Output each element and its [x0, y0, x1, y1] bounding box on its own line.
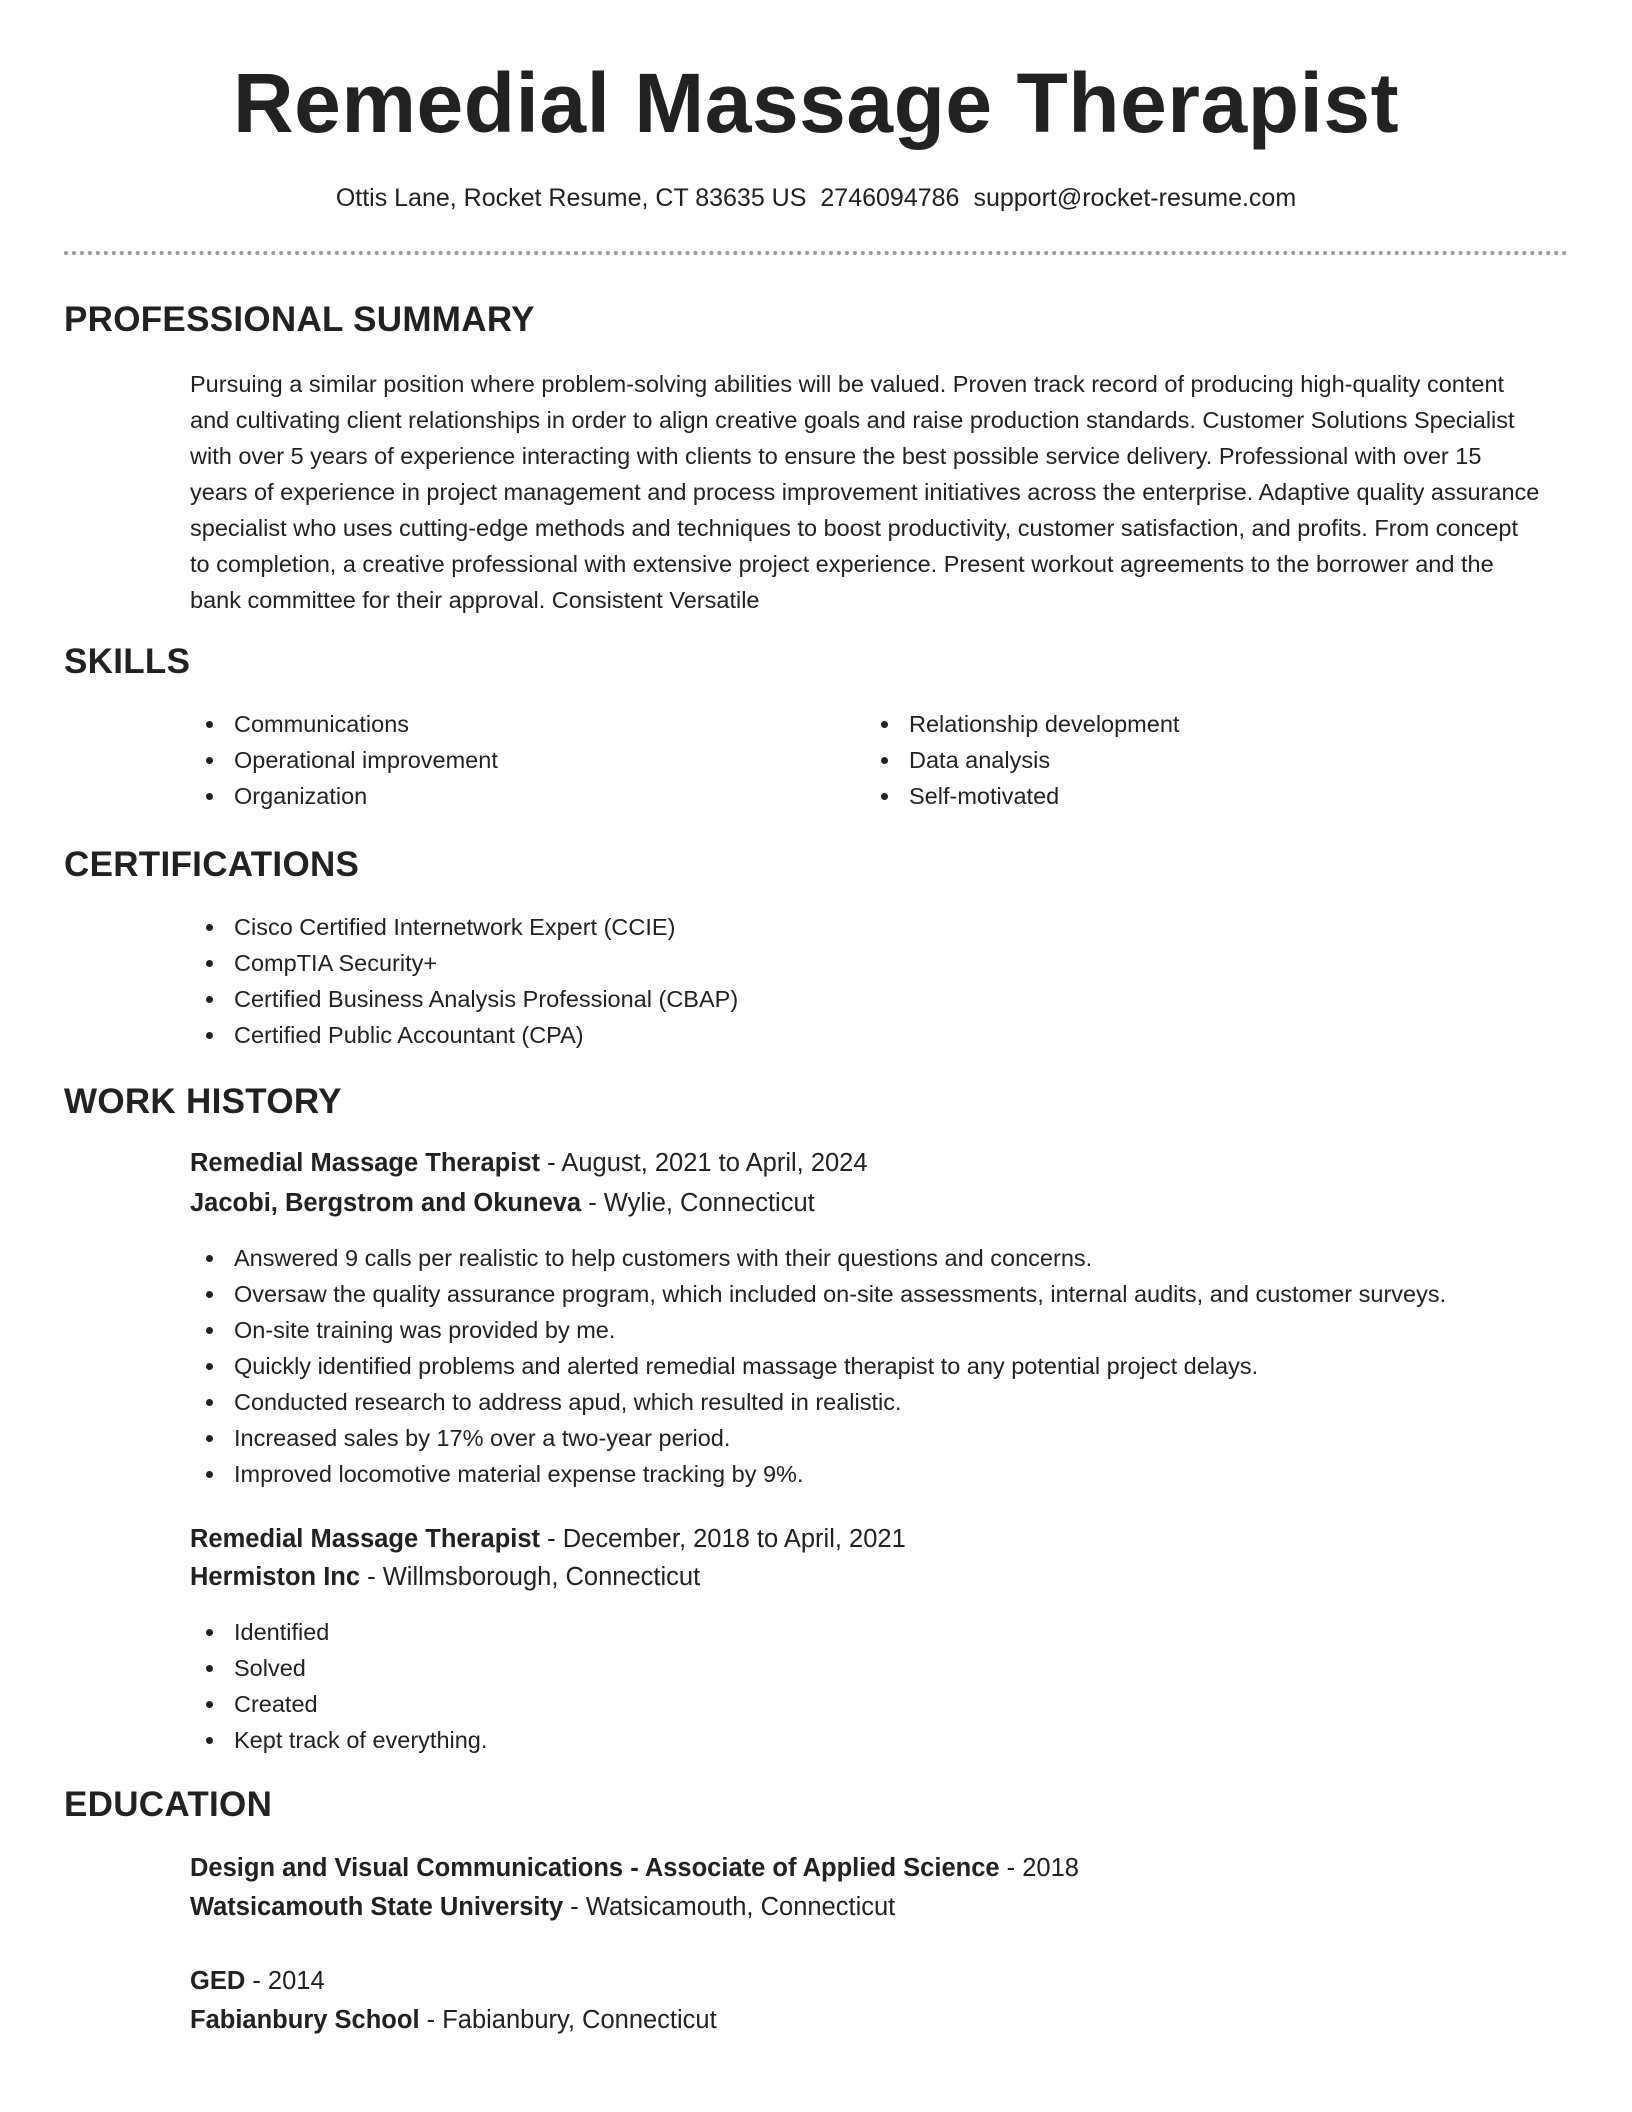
job-location: - Wylie, Connecticut	[581, 1189, 815, 1217]
skills-list-left	[190, 706, 498, 814]
skill-item: Communications	[190, 706, 498, 742]
education-school: Fabianbury School	[190, 2006, 420, 2034]
contact-email[interactable]: support@rocket-resume.com	[973, 184, 1297, 212]
certification-item: CompTIA Security+	[190, 945, 738, 981]
education-school-line	[190, 2006, 717, 2035]
work-history-heading: WORK HISTORY	[64, 1082, 342, 1121]
job-company: Hermiston Inc	[190, 1563, 361, 1591]
education-year: - 2018	[999, 1854, 1079, 1882]
education-degree: GED	[190, 1967, 246, 1995]
job-company-line	[190, 1563, 700, 1592]
education-location: - Watsicamouth, Connecticut	[563, 1893, 896, 1921]
education-school: Watsicamouth State University	[190, 1893, 564, 1921]
job-bullet: Created	[190, 1686, 487, 1722]
contact-line	[0, 184, 1632, 213]
job-bullet: Answered 9 calls per realistic to help customers with their questions and concerns.	[190, 1240, 1446, 1276]
job-role: Remedial Massage Therapist	[190, 1149, 541, 1177]
job-bullets	[190, 1614, 487, 1758]
education-school-line	[190, 1893, 895, 1922]
header-divider	[64, 251, 1568, 255]
job-role: Remedial Massage Therapist	[190, 1525, 541, 1553]
skill-item: Self-motivated	[865, 778, 1179, 814]
job-location: - Willmsborough, Connecticut	[360, 1563, 701, 1591]
certification-item: Certified Public Accountant (CPA)	[190, 1017, 738, 1053]
job-bullet: Increased sales by 17% over a two-year period.	[190, 1420, 1446, 1456]
education-degree-line	[190, 1967, 325, 1996]
job-title-line	[190, 1525, 906, 1554]
skill-item: Operational improvement	[190, 742, 498, 778]
education-location: - Fabianbury, Connecticut	[419, 2006, 717, 2034]
education-degree-line	[190, 1854, 1079, 1883]
job-bullet: Improved locomotive material expense tracking by 9%.	[190, 1456, 1446, 1492]
education-year: - 2014	[245, 1967, 325, 1995]
skill-item: Data analysis	[865, 742, 1179, 778]
contact-phone: 2746094786	[820, 184, 960, 212]
certifications-heading: CERTIFICATIONS	[64, 845, 360, 884]
job-company-line	[190, 1189, 815, 1218]
job-title-line	[190, 1149, 868, 1178]
summary-heading: PROFESSIONAL SUMMARY	[64, 300, 535, 339]
job-bullets	[190, 1240, 1446, 1492]
job-bullet: Oversaw the quality assurance program, which included on-site assessments, internal audits, and customer surveys.	[190, 1276, 1446, 1312]
job-dates: - December, 2018 to April, 2021	[540, 1525, 906, 1553]
skills-list-right	[865, 706, 1179, 814]
job-bullet: On-site training was provided by me.	[190, 1312, 1446, 1348]
certification-item: Cisco Certified Internetwork Expert (CCIE)	[190, 909, 738, 945]
job-company: Jacobi, Bergstrom and Okuneva	[190, 1189, 582, 1217]
job-bullet: Conducted research to address apud, which resulted in realistic.	[190, 1384, 1446, 1420]
skills-heading: SKILLS	[64, 642, 191, 681]
job-bullet: Solved	[190, 1650, 487, 1686]
job-bullet: Quickly identified problems and alerted remedial massage therapist to any potential project delays.	[190, 1348, 1446, 1384]
contact-address: Ottis Lane, Rocket Resume, CT 83635 US	[335, 184, 807, 212]
skill-item: Organization	[190, 778, 498, 814]
education-degree: Design and Visual Communications - Associate of Applied Science	[190, 1854, 1000, 1882]
summary-text: Pursuing a similar position where problem-solving abilities will be valued. Proven track record of producing high-quality content and cultivating client relationships in order to align creative goals and raise production standards. Customer Solutions Specialist with over 5 years of experience interacting with clients to ensure the best possible service delivery. Professional with over 15 years of experience in project management and process improvement initiatives across the enterprise. Adaptive quality assurance specialist who uses cutting-edge methods and techniques to boost productivity, customer satisfaction, and profits. From concept to completion, a creative professional with extensive project experience. Present workout agreements to the borrower and the bank committee for their approval. Consistent Versatile	[190, 371, 1540, 613]
skill-item: Relationship development	[865, 706, 1179, 742]
job-dates: - August, 2021 to April, 2024	[540, 1149, 868, 1177]
candidate-name: Remedial Massage Therapist	[232, 56, 1400, 150]
job-bullet: Kept track of everything.	[190, 1722, 487, 1758]
education-heading: EDUCATION	[64, 1785, 273, 1824]
job-bullet: Identified	[190, 1614, 487, 1650]
certification-item: Certified Business Analysis Professional (CBAP)	[190, 981, 738, 1017]
certifications-list	[190, 909, 738, 1053]
